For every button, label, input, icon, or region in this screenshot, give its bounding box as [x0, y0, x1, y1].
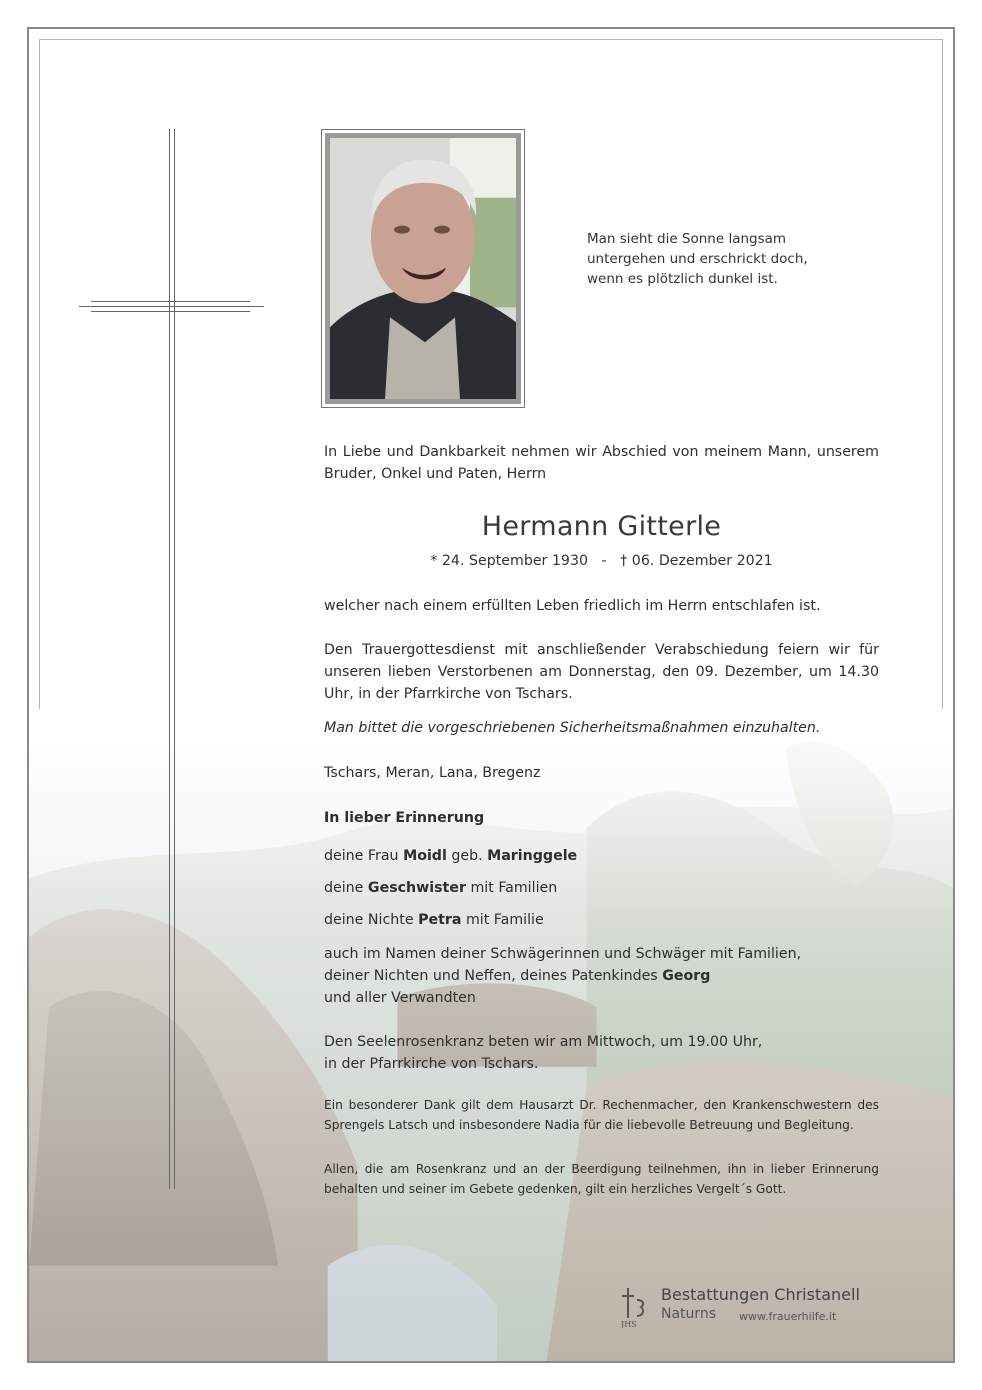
funeral-home-name: Bestattungen Christanell [661, 1285, 860, 1304]
passing-text: welcher nach einem erfüllten Leben friedlich im Herrn entschlafen ist. [324, 598, 821, 614]
thanks-attendees: Allen, die am Rosenkranz und an der Beerdigung teilnehmen, ihn in lieber Erinnerung behalten und seiner im Gebete gedenken, gilt ein herzliches Vergelt´s Gott. [324, 1162, 879, 1196]
safety-note: Man bittet die vorgeschriebenen Sicherheitsmaßnahmen einzuhalten. [324, 720, 821, 736]
quote-line: wenn es plötzlich dunkel ist. [587, 271, 778, 287]
quote [587, 229, 827, 289]
obituary-card [27, 27, 955, 1363]
quote-line: untergehen und erschrickt doch, [587, 251, 808, 267]
deceased-name: Hermann Gitterle [481, 511, 722, 542]
cross-horizontal-beam [79, 301, 264, 311]
places: Tschars, Meran, Lana, Bregenz [324, 765, 541, 781]
quote-line: Man sieht die Sonne langsam [587, 231, 787, 247]
memory-heading: In lieber Erinnerung [324, 810, 485, 826]
funeral-home-city: Naturns [661, 1306, 717, 1322]
funeral-home-website: www.frauerhilfe.it [739, 1310, 837, 1323]
mourner-siblings: deine Geschwister mit Familien [324, 880, 558, 896]
life-dates: * 24. September 1930 - † 06. Dezember 2021 [430, 553, 773, 569]
portrait-photo [330, 138, 516, 399]
mourner-wife: deine Frau Moidl geb. Maringgele [324, 848, 578, 864]
rosary-text: Den Seelenrosenkranz beten wir am Mittwoch, um 19.00 Uhr, in der Pfarrkirche von Tschars. [324, 1034, 763, 1072]
mourner-also: auch im Namen deiner Schwägerinnen und Schwäger mit Familien, deiner Nichten und Neffen, deines Patenkindes Georg und aller Verwandten [324, 946, 802, 1006]
intro-text: In Liebe und Dankbarkeit nehmen wir Abschied von meinem Mann, unserem Bruder, Onkel und Paten, Herrn [324, 444, 879, 482]
funeral-cross-logo-icon [619, 1286, 649, 1328]
service-text: Den Trauergottesdienst mit anschließender Verabschiedung feiern wir für unseren lieben Verstorbenen am Donnerstag, den 09. Dezember, um 14.30 Uhr, in der Pfarrkirche von Tschars. [324, 642, 879, 702]
funeral-home-logo [619, 1284, 909, 1334]
mourner-niece: deine Nichte Petra mit Familie [324, 912, 544, 928]
portrait-frame [321, 129, 525, 408]
thanks-doctor: Ein besonderer Dank gilt dem Hausarzt Dr. Rechenmacher, den Krankenschwestern des Sprengels Latsch und insbesondere Nadia für die liebevolle Betreuung und Begleitung. [324, 1098, 879, 1132]
cross-vertical-beam [169, 129, 175, 1189]
svg-text:JHS: JHS [621, 1320, 637, 1328]
